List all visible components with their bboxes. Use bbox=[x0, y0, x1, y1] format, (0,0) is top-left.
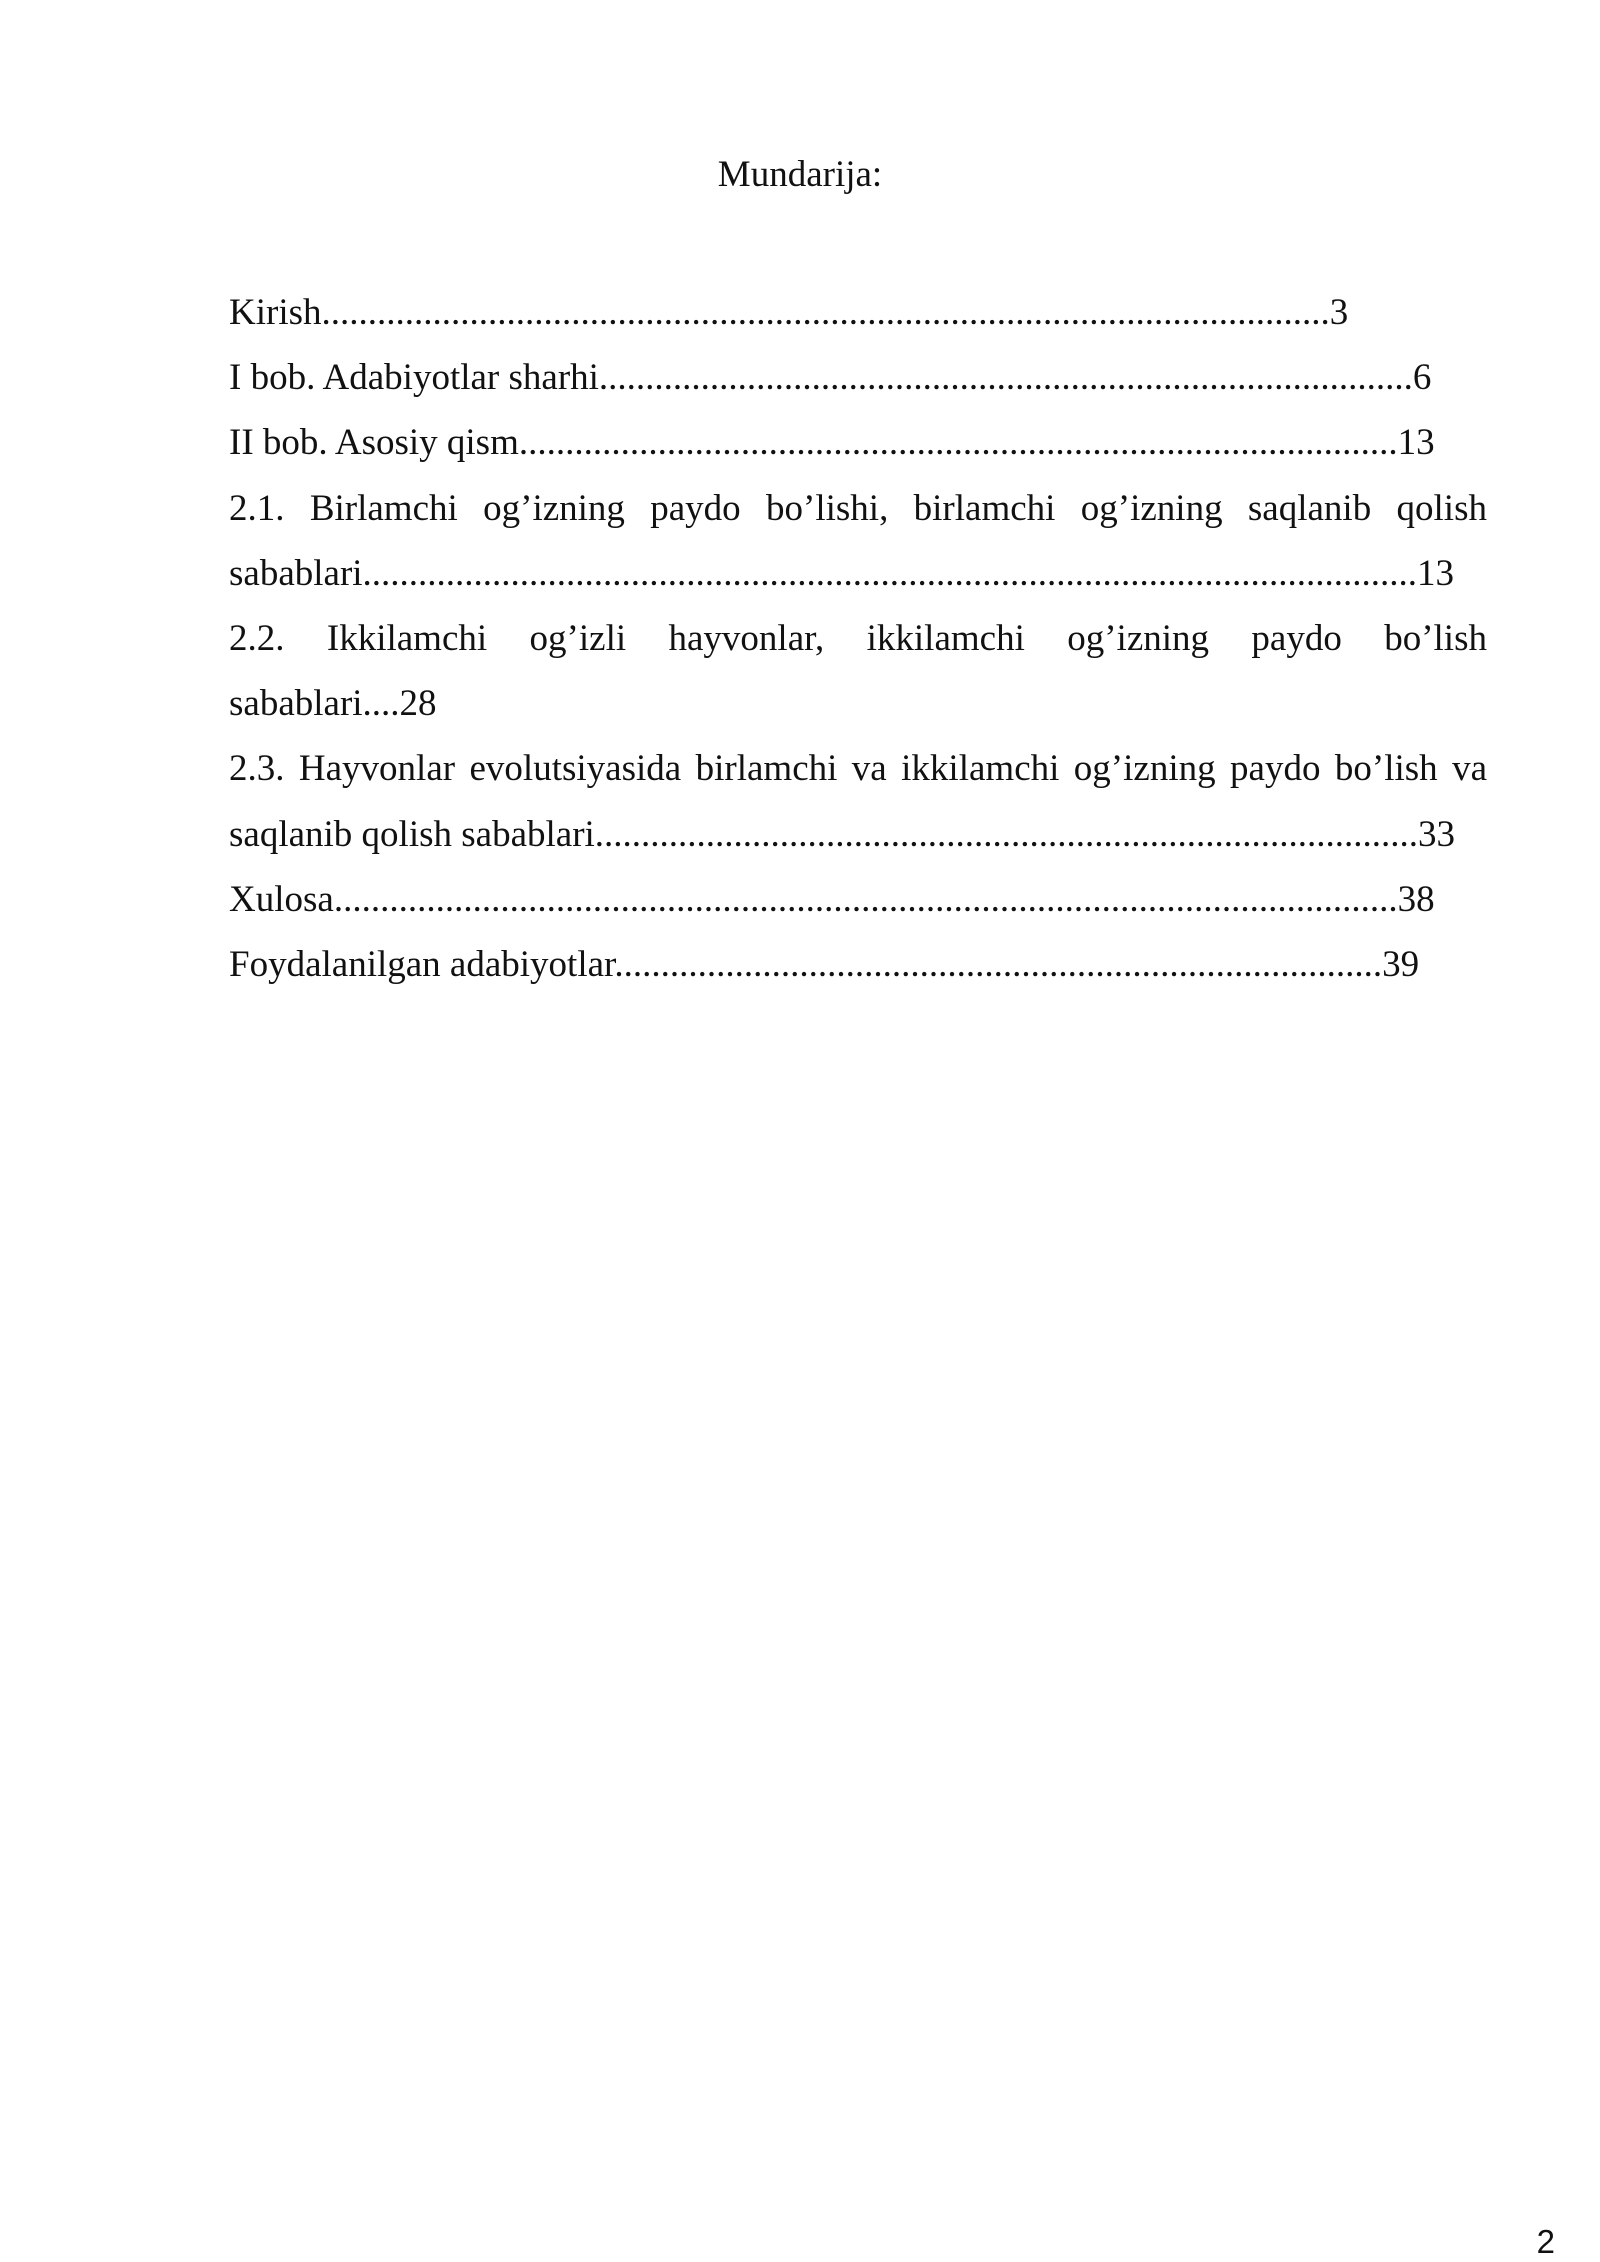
toc-entry-chapter-1: I bob. Adabiyotlar sharhi........................................................................................6 bbox=[229, 357, 1432, 399]
page-title: Mundarija: bbox=[717, 154, 883, 195]
toc-entry-section-2-2-continued: sabablari....28 bbox=[229, 683, 437, 725]
toc-entry-section-2-3: 2.3. Hayvonlar evolutsiyasida birlamchi va ikkilamchi og’izning paydo bo’lish va bbox=[229, 748, 1487, 790]
toc-entry-xulosa: Xulosa...................................................................................................................38 bbox=[229, 878, 1435, 920]
toc-entry-section-2-1-continued: sabablari..................................................................................................................13 bbox=[229, 552, 1455, 594]
toc-entry-chapter-2: II bob. Asosiy qism...............................................................................................13 bbox=[229, 422, 1435, 464]
toc-entry-section-2-3-continued: saqlanib qolish sabablari.........................................................................................33 bbox=[229, 813, 1456, 855]
page-number: 2 bbox=[1536, 2223, 1555, 2260]
toc-entry-kirish: Kirish.............................................................................................................3 bbox=[229, 292, 1349, 333]
toc-entry-section-2-1: 2.1. Birlamchi og’izning paydo bo’lishi, birlamchi og’izning saqlanib qolish bbox=[229, 487, 1487, 529]
toc-entry-section-2-2: 2.2. Ikkilamchi og’izli hayvonlar, ikkilamchi og’izning paydo bo’lish bbox=[229, 617, 1487, 659]
toc-entry-references: Foydalanilgan adabiyotlar...................................................................................39 bbox=[229, 943, 1420, 985]
table-of-contents bbox=[229, 280, 1487, 997]
